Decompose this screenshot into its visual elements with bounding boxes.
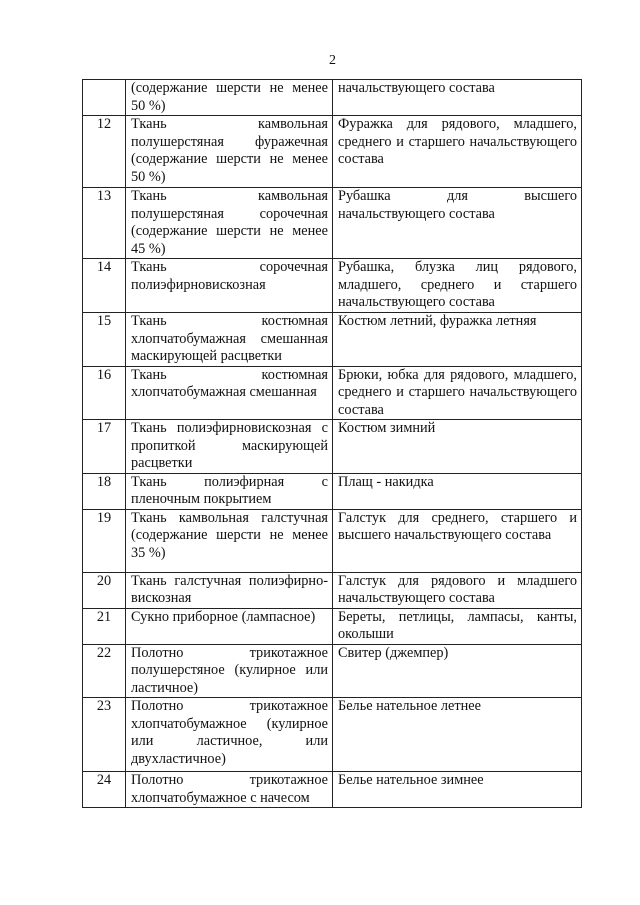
row-number: 18 (83, 473, 126, 509)
fabric-name: Ткань полиэфирновискозная с пропиткой маскирующей расцветки (126, 420, 333, 474)
row-number: 19 (83, 509, 126, 572)
fabric-name: Ткань полиэфирная с пленочным покрытием (126, 473, 333, 509)
row-number: 15 (83, 313, 126, 367)
table-row (83, 698, 582, 772)
row-number: 14 (83, 259, 126, 313)
table-row (83, 772, 582, 808)
row-number: 12 (83, 116, 126, 188)
uniform-items: Свитер (джемпер) (333, 644, 582, 698)
uniform-items: Брюки, юбка для рядового, младшего, среднего и старшего начальствующего состава (333, 366, 582, 420)
uniform-items: Береты, петлицы, лампасы, канты, околыши (333, 608, 582, 644)
fabric-name: Ткань костюмная хлопчатобумажная смешанная маскирующей расцветки (126, 313, 333, 367)
uniform-items: Костюм летний, фуражка летняя (333, 313, 582, 367)
table-row (83, 608, 582, 644)
uniform-items: Белье нательное зимнее (333, 772, 582, 808)
uniform-items: Галстук для среднего, старшего и высшего начальствующего состава (333, 509, 582, 572)
table-row (83, 259, 582, 313)
row-number (83, 80, 126, 116)
fabric-name: Сукно приборное (лампасное) (126, 608, 333, 644)
row-number: 24 (83, 772, 126, 808)
fabric-name: Ткань костюмная хлопчатобумажная смешанная (126, 366, 333, 420)
row-number: 21 (83, 608, 126, 644)
table-row (83, 509, 582, 572)
table-row (83, 420, 582, 474)
fabric-name: Полотно трикотажное хлопчатобумажное с начесом (126, 772, 333, 808)
table-row (83, 188, 582, 259)
row-number: 17 (83, 420, 126, 474)
uniform-items: Костюм зимний (333, 420, 582, 474)
fabric-name: (содержание шерсти не менее 50 %) (126, 80, 333, 116)
uniform-items: Плащ - накидка (333, 473, 582, 509)
row-number: 16 (83, 366, 126, 420)
fabric-name: Ткань галстучная полиэфирно-вискозная (126, 572, 333, 608)
table-row (83, 644, 582, 698)
row-number: 23 (83, 698, 126, 772)
fabric-name: Ткань камвольная полушерстяная фуражечная (содержание шерсти не менее 50 %) (126, 116, 333, 188)
uniform-items: Рубашка, блузка лиц рядового, младшего, среднего и старшего начальствующего состава (333, 259, 582, 313)
table-row (83, 366, 582, 420)
row-number: 22 (83, 644, 126, 698)
table-row (83, 80, 582, 116)
uniform-fabric-table (82, 79, 582, 808)
fabric-name: Полотно трикотажное полушерстяное (кулирное или ластичное) (126, 644, 333, 698)
page-number: 2 (329, 53, 336, 68)
table-row (83, 116, 582, 188)
uniform-items: Галстук для рядового и младшего начальствующего состава (333, 572, 582, 608)
uniform-items: Белье нательное летнее (333, 698, 582, 772)
row-number: 20 (83, 572, 126, 608)
table-row (83, 473, 582, 509)
fabric-name: Ткань камвольная галстучная (содержание шерсти не менее 35 %) (126, 509, 333, 572)
fabric-name: Ткань камвольная полушерстяная сорочечная (содержание шерсти не менее 45 %) (126, 188, 333, 259)
fabric-name: Полотно трикотажное хлопчатобумажное (кулирное или ластичное, или двухластичное) (126, 698, 333, 772)
table-row (83, 313, 582, 367)
uniform-items: Рубашка для высшего начальствующего состава (333, 188, 582, 259)
table-row (83, 572, 582, 608)
uniform-items: Фуражка для рядового, младшего, среднего и старшего начальствующего состава (333, 116, 582, 188)
row-number: 13 (83, 188, 126, 259)
fabric-name: Ткань сорочечная полиэфирновискозная (126, 259, 333, 313)
uniform-items: начальствующего состава (333, 80, 582, 116)
